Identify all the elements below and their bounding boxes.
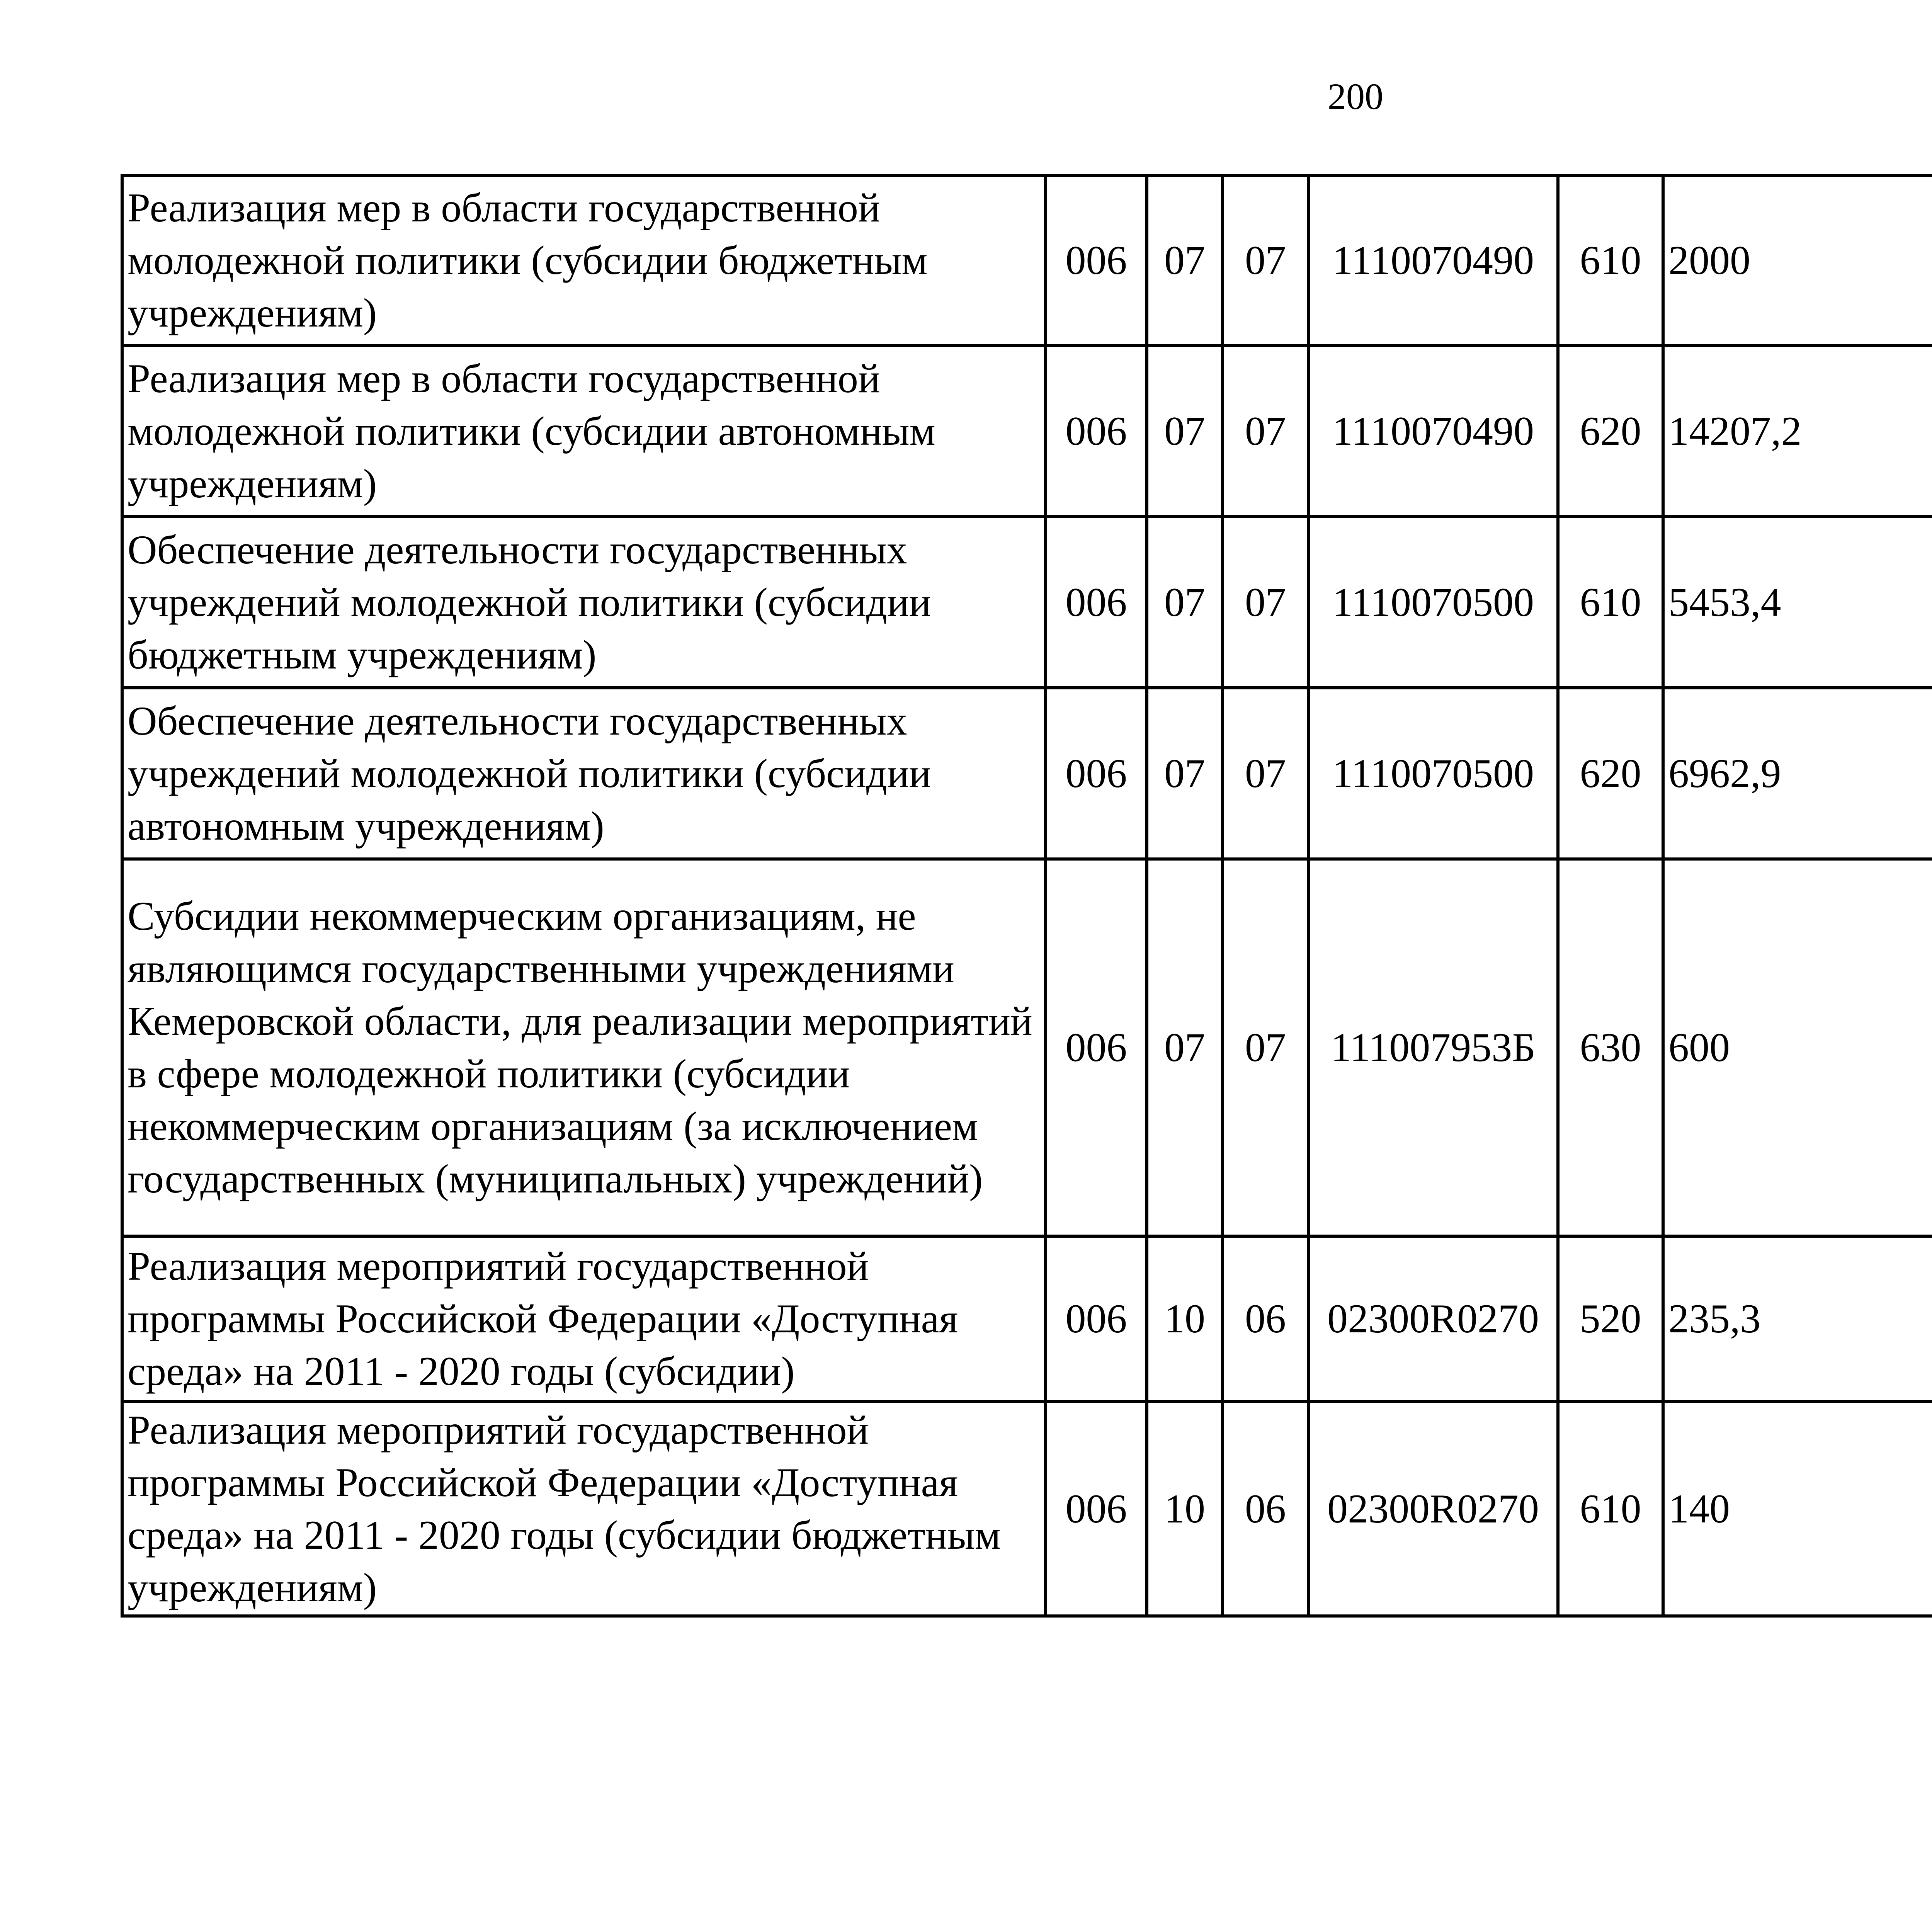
target-article-code: 02300R0270 [1308,1402,1558,1616]
subsection-code: 07 [1223,345,1308,517]
section-code: 10 [1147,1402,1223,1616]
target-article-code: 1110070500 [1308,517,1558,688]
expense-type-code: 520 [1558,1236,1663,1402]
expense-type-code: 610 [1558,175,1663,345]
amount-year-1: 235,3 [1663,1236,1932,1402]
expense-name: Реализация мероприятий государственной программы Российской Федерации «Доступная среда» на 2011 - 2020 годы (субсидии) [122,1236,1046,1402]
target-article-code: 1110070500 [1308,688,1558,859]
target-article-code: 1110070490 [1308,175,1558,345]
budget-table [121,174,1932,1618]
section-code: 07 [1147,345,1223,517]
subsection-code: 06 [1223,1236,1308,1402]
ministry-code: 006 [1046,688,1147,859]
expense-name: Субсидии некоммерческим организациям, не являющимся государственными учреждениями Кемеровской области, для реализации мероприятий в сфере молодежной политики (субсидии некоммерческим организациям (за исключением государственных (муниципальных) учреждений) [122,859,1046,1236]
target-article-code: 111007953Б [1308,859,1558,1236]
table-row [122,345,1932,517]
ministry-code: 006 [1046,517,1147,688]
expense-name: Реализация мероприятий государственной программы Российской Федерации «Доступная среда» на 2011 - 2020 годы (субсидии бюджетным учреждениям) [122,1402,1046,1616]
amount-year-1: 14207,2 [1663,345,1932,517]
section-code: 10 [1147,1236,1223,1402]
amount-year-1: 140 [1663,1402,1932,1616]
ministry-code: 006 [1046,175,1147,345]
page-number: 200 [1328,76,1383,117]
subsection-code: 06 [1223,1402,1308,1616]
target-article-code: 02300R0270 [1308,1236,1558,1402]
expense-type-code: 630 [1558,859,1663,1236]
expense-type-code: 620 [1558,345,1663,517]
subsection-code: 07 [1223,688,1308,859]
expense-name: Обеспечение деятельности государственных учреждений молодежной политики (субсидии бюджетным учреждениям) [122,517,1046,688]
table-row [122,517,1932,688]
subsection-code: 07 [1223,517,1308,688]
amount-year-1: 600 [1663,859,1932,1236]
target-article-code: 1110070490 [1308,345,1558,517]
amount-year-1: 5453,4 [1663,517,1932,688]
ministry-code: 006 [1046,859,1147,1236]
ministry-code: 006 [1046,345,1147,517]
section-code: 07 [1147,517,1223,688]
expense-name: Обеспечение деятельности государственных учреждений молодежной политики (субсидии автономным учреждениям) [122,688,1046,859]
ministry-code: 006 [1046,1402,1147,1616]
subsection-code: 07 [1223,859,1308,1236]
section-code: 07 [1147,175,1223,345]
ministry-code: 006 [1046,1236,1147,1402]
table-row [122,859,1932,1236]
amount-year-1: 2000 [1663,175,1932,345]
table-row [122,1236,1932,1402]
expense-type-code: 610 [1558,517,1663,688]
section-code: 07 [1147,688,1223,859]
table-row [122,175,1932,345]
expense-name: Реализация мер в области государственной молодежной политики (субсидии бюджетным учреждениям) [122,175,1046,345]
subsection-code: 07 [1223,175,1308,345]
amount-year-1: 6962,9 [1663,688,1932,859]
expense-type-code: 620 [1558,688,1663,859]
table-row [122,688,1932,859]
section-code: 07 [1147,859,1223,1236]
table-row [122,1402,1932,1616]
expense-type-code: 610 [1558,1402,1663,1616]
expense-name: Реализация мер в области государственной молодежной политики (субсидии автономным учреждениям) [122,345,1046,517]
